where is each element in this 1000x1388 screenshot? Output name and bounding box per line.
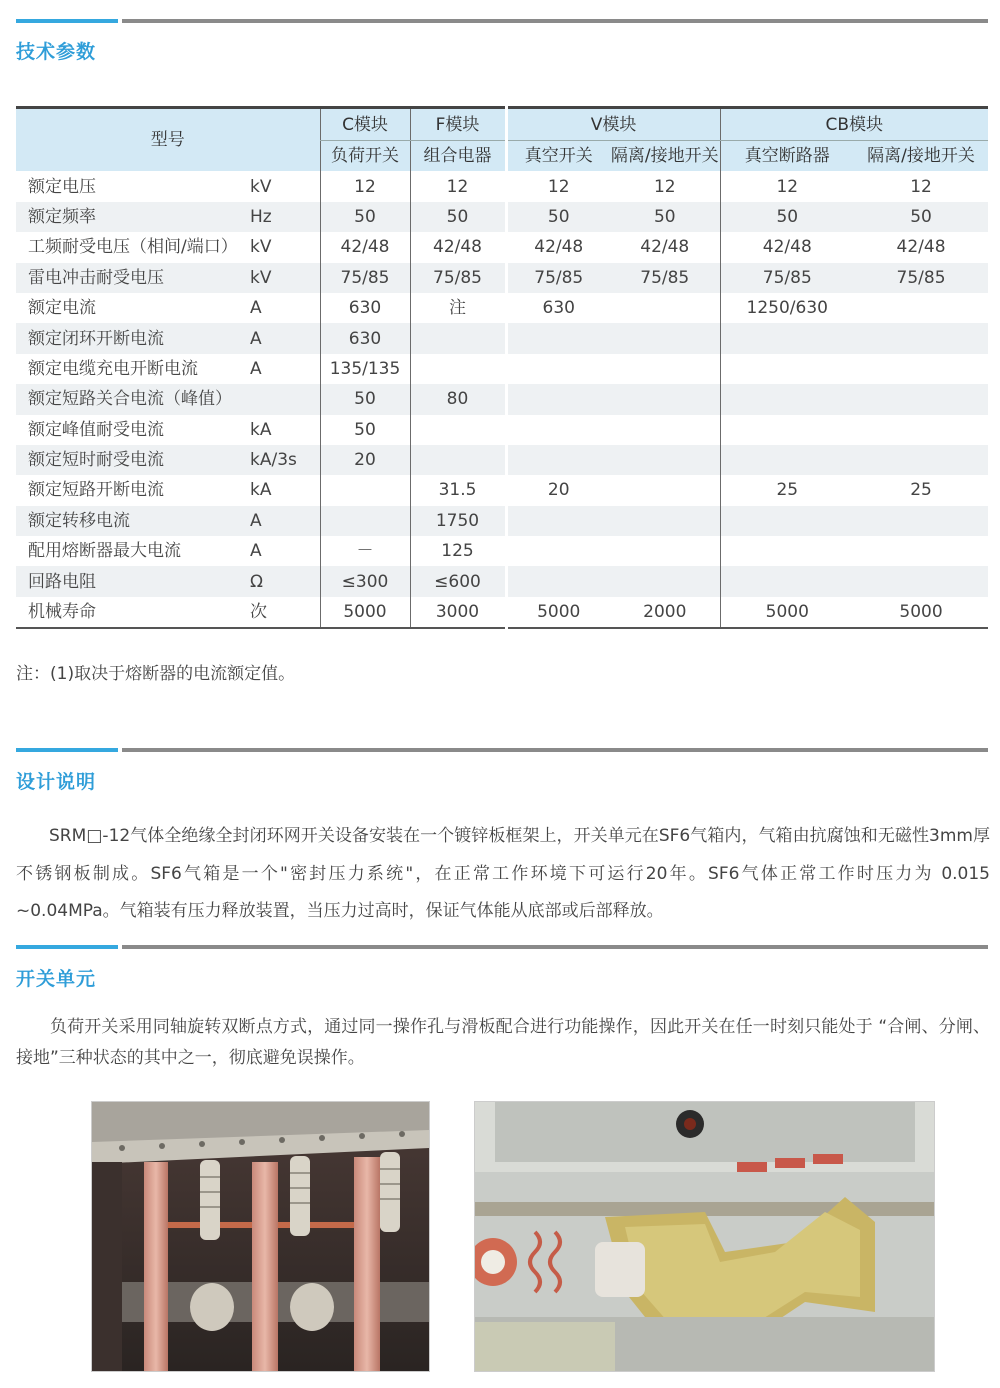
value-v2 [610, 506, 720, 536]
table-row [16, 445, 988, 475]
value-v1: 50 [506, 202, 610, 232]
param-name: 额定短路关合电流（峰值） [28, 389, 232, 410]
param-name: 额定闭环开断电流 [28, 328, 164, 349]
value-v1: 75/85 [506, 263, 610, 293]
value-v2: 2000 [643, 602, 687, 623]
spec-table [16, 106, 988, 629]
value-v1 [506, 536, 610, 566]
value-v1: 630 [506, 293, 610, 323]
value-cb1: 42/48 [720, 232, 854, 262]
value-f [410, 354, 506, 384]
value-cb1: 12 [720, 171, 854, 201]
value-cb1: 5000 [720, 597, 854, 628]
subheader-cb1: 真空断路器 [720, 141, 854, 172]
value-c: － [320, 536, 410, 566]
value-v1 [506, 506, 610, 536]
value-f: 3000 [410, 597, 506, 628]
value-c: 50 [320, 384, 410, 414]
value-cb2: 5000 [899, 602, 943, 623]
value-f [410, 445, 506, 475]
value-f: 1750 [410, 506, 506, 536]
value-cb2 [854, 415, 988, 445]
value-f: 75/85 [410, 263, 506, 293]
value-cb1 [720, 384, 854, 414]
value-f: 125 [410, 536, 506, 566]
param-name: 额定电缆充电开断电流 [28, 358, 198, 379]
param-unit [248, 384, 320, 414]
param-name: 额定短时耐受电流 [28, 450, 164, 471]
value-cb1 [720, 536, 854, 566]
param-name: 回路电阻 [28, 571, 96, 592]
table-row [16, 475, 988, 505]
value-c: 50 [320, 202, 410, 232]
value-c: 630 [320, 323, 410, 353]
value-cb2 [854, 293, 988, 323]
value-f: 注 [410, 293, 506, 323]
table-row [16, 384, 988, 414]
value-f [410, 323, 506, 353]
section-title-design: 设计说明 [16, 771, 97, 793]
value-v2 [610, 536, 720, 566]
value-v2 [610, 384, 720, 414]
param-unit: A [250, 510, 262, 531]
param-name: 额定转移电流 [28, 510, 130, 531]
table-row [16, 597, 988, 628]
value-v2: 12 [653, 176, 676, 197]
value-cb2 [854, 566, 988, 596]
table-row [16, 323, 988, 353]
value-v1 [506, 445, 610, 475]
value-v2 [610, 566, 720, 596]
value-f: 42/48 [410, 232, 506, 262]
value-v1: 42/48 [506, 232, 610, 262]
subheader-cb2: 隔离/接地开关 [867, 146, 975, 167]
table-row [16, 263, 988, 293]
param-unit: 次 [250, 602, 267, 623]
header-module-f: F模块 [410, 108, 506, 141]
value-v1 [506, 323, 610, 353]
value-v2: 42/48 [640, 237, 690, 258]
value-v1: 5000 [506, 597, 610, 628]
value-cb1: 25 [720, 475, 854, 505]
param-name: 额定峰值耐受电流 [28, 419, 164, 440]
section-divider [16, 19, 988, 23]
value-v1: 12 [506, 171, 610, 201]
param-unit: kA [250, 419, 272, 440]
subheader-v1: 真空开关 [506, 141, 610, 172]
value-v1 [506, 566, 610, 596]
value-v2: 50 [653, 206, 676, 227]
value-c: 135/135 [320, 354, 410, 384]
value-c: 42/48 [320, 232, 410, 262]
table-row [16, 415, 988, 445]
param-unit: A [250, 541, 262, 562]
value-f: 31.5 [410, 475, 506, 505]
table-note: 注：(1)取决于熔断器的电流额定值。 [16, 664, 296, 684]
value-cb1: 75/85 [720, 263, 854, 293]
param-unit: kV [250, 176, 272, 197]
param-name: 额定频率 [28, 206, 96, 227]
param-unit: kA/3s [250, 450, 297, 471]
param-unit: kV [250, 237, 272, 258]
param-unit: A [250, 358, 262, 379]
param-unit: kV [250, 267, 272, 288]
value-cb1 [720, 506, 854, 536]
value-c: ≤300 [320, 566, 410, 596]
param-unit: Hz [250, 206, 272, 227]
value-f: 12 [410, 171, 506, 201]
section-title-switch-unit: 开关单元 [16, 968, 97, 990]
value-cb2: 12 [910, 176, 932, 197]
header-model: 型号 [150, 130, 185, 151]
param-name: 工频耐受电压（相间/端口） [28, 237, 238, 258]
value-cb2: 42/48 [896, 237, 946, 258]
table-row [16, 293, 988, 323]
table-row [16, 354, 988, 384]
mechanism-photo [474, 1101, 935, 1372]
value-f [410, 415, 506, 445]
value-v1 [506, 354, 610, 384]
param-unit: Ω [250, 571, 263, 592]
table-row [16, 232, 988, 262]
param-name: 额定电流 [28, 298, 96, 319]
section-divider [16, 945, 988, 949]
table-row [16, 566, 988, 596]
value-c: 12 [320, 171, 410, 201]
value-c: 5000 [320, 597, 410, 628]
value-c: 630 [320, 293, 410, 323]
param-name: 机械寿命 [28, 602, 96, 623]
value-cb2 [854, 445, 988, 475]
table-row [16, 536, 988, 566]
value-cb2: 75/85 [896, 267, 946, 288]
value-cb2: 50 [910, 206, 932, 227]
value-cb2 [854, 506, 988, 536]
param-name: 额定短路开断电流 [28, 480, 164, 501]
value-cb1 [720, 566, 854, 596]
value-f: 50 [410, 202, 506, 232]
subheader-c: 负荷开关 [320, 141, 410, 172]
value-v2 [610, 354, 720, 384]
param-unit: A [250, 328, 262, 349]
table-row [16, 506, 988, 536]
value-v2: 75/85 [640, 267, 690, 288]
switch-unit-paragraph: 负荷开关采用同轴旋转双断点方式，通过同一操作孔与滑板配合进行功能操作，因此开关在任一时刻只能处于 “合闸、分闸、接地”三种状态的其中之一，彻底避免误操作。 [16, 1017, 990, 1068]
header-module-cb: CB模块 [720, 108, 988, 141]
value-c: 20 [320, 445, 410, 475]
value-cb1 [720, 415, 854, 445]
value-cb2 [854, 323, 988, 353]
param-name: 额定电压 [28, 176, 96, 197]
value-v2 [610, 323, 720, 353]
param-unit: kA [250, 480, 272, 501]
value-cb1 [720, 323, 854, 353]
value-c [320, 475, 410, 505]
value-v2 [610, 293, 720, 323]
value-cb2 [854, 354, 988, 384]
subheader-f: 组合电器 [410, 141, 506, 172]
value-v1 [506, 384, 610, 414]
value-c: 50 [320, 415, 410, 445]
header-module-c: C模块 [320, 108, 410, 141]
value-c [320, 506, 410, 536]
value-v1 [506, 415, 610, 445]
value-cb1 [720, 354, 854, 384]
table-row [16, 171, 988, 201]
param-unit: A [250, 298, 262, 319]
value-v1: 20 [506, 475, 610, 505]
section-title-tech-params: 技术参数 [16, 41, 97, 63]
value-f: ≤600 [410, 566, 506, 596]
value-cb1: 50 [720, 202, 854, 232]
subheader-v2: 隔离/接地开关 [610, 146, 719, 167]
value-cb2 [854, 384, 988, 414]
value-v2 [610, 445, 720, 475]
value-v2 [610, 475, 720, 505]
value-cb2 [854, 536, 988, 566]
value-cb2: 25 [910, 480, 932, 501]
design-paragraph: SRM□-12气体全绝缘全封闭环网开关设备安装在一个镀锌板框架上，开关单元在SF6气箱内，气箱由抗腐蚀和无磁性3mm厚不锈钢板制成。SF6气箱是一个"密封压力系统"，在正常工作环境下可运行20年。SF6气体正常工作时压力为 0.015 ~0.04MPa。气箱装有压力释放装置，当压力过高时，保证气体能从底部或后部释放。 [16, 826, 990, 921]
header-module-v: V模块 [506, 108, 720, 141]
param-name: 配用熔断器最大电流 [28, 541, 181, 562]
section-divider [16, 748, 988, 752]
value-f: 80 [410, 384, 506, 414]
value-cb1 [720, 445, 854, 475]
value-v2 [610, 415, 720, 445]
value-cb1: 1250/630 [720, 293, 854, 323]
load-switch-photo [91, 1101, 430, 1372]
table-row [16, 202, 988, 232]
param-name: 雷电冲击耐受电压 [28, 267, 164, 288]
value-c: 75/85 [320, 263, 410, 293]
table-header-row [16, 108, 988, 141]
